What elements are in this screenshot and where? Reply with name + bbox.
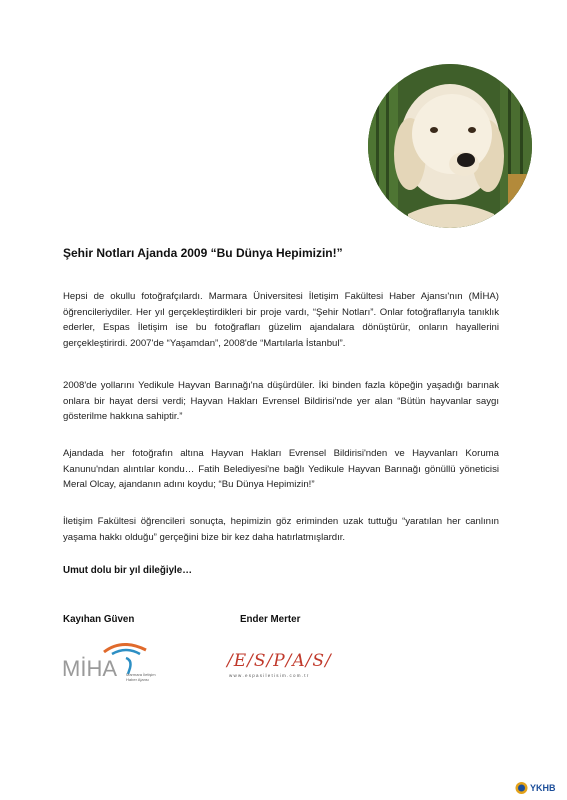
dog-photo: [368, 64, 532, 228]
paragraph-2: 2008'de yollarını Yedikule Hayvan Barınağı'na düşürdüler. İki binden fazla köpeğin yaşadığı barınak onlara bir hayat dersi verdi; Hayvan Hakları Evrensel Bildirisi'nde yer alan “Bütün hayvanlar saygı gösterilme hakkına sahiptir.”: [63, 380, 499, 423]
paragraph-4: İletişim Fakültesi öğrencileri sonuçta, hepimizin göz eriminden uzak tuttuğu “yaratılan her canlının yaşama hakkı olduğu” gerçeğini bize bir kez daha hatırlatmışlardır.: [63, 516, 499, 543]
miha-logo-name: MİHA: [62, 656, 117, 681]
signature-ender-merter: Ender Merter: [240, 614, 301, 625]
espas-logo-name: /E/S/P/A/S/: [227, 651, 332, 671]
page-title: Şehir Notları Ajanda 2009 “Bu Dünya Hepimizin!”: [63, 246, 343, 260]
closing-line: Umut dolu bir yıl dileğiyle…: [63, 565, 193, 576]
ykhb-label: YKHB: [530, 783, 556, 793]
ykhb-emblem-icon: [515, 781, 528, 795]
miha-logo-sub1: Marmara İletişim: [126, 672, 156, 677]
espas-logo-url: w w w . e s p a s i l e t i s i m . c o m . t r: [229, 673, 309, 678]
signature-kayihan-guven: Kayıhan Güven: [63, 614, 135, 625]
paragraph-1: Hepsi de okullu fotoğrafçılardı. Marmara Üniversitesi İletişim Fakültesi Haber Ajansı'nın (MİHA) öğrencileriydiler. Her yıl gerçekleştirdikleri bir proje vardı, “Şehir Notları”. Onlar fotoğraflarıyla tanıklık ederler, Espas İletişim ise bu fotoğrafları güzelim ajandalara dönüştürür, onların hayallerini gerçekleştirirdi. 2007'de “Yaşamdan”, 2008'de “Martılarla İstanbul”.: [63, 291, 499, 349]
miha-logo: [60, 638, 160, 684]
ykhb-logo: [515, 780, 563, 796]
espas-logo: [225, 644, 340, 684]
paragraph-3: Ajandada her fotoğrafın altına Hayvan Hakları Evrensel Bildirisi'nden ve Hayvanları Koruma Kanunu'ndan alıntılar kondu… Fatih Belediyesi'ne bağlı Yedikule Hayvan Barınağı gönüllü yöneticisi Meral Olcay, ajandanın adını koydu; “Bu Dünya Hepimizin!”: [63, 448, 499, 491]
miha-logo-sub2: Haber Ajansı: [126, 677, 149, 682]
